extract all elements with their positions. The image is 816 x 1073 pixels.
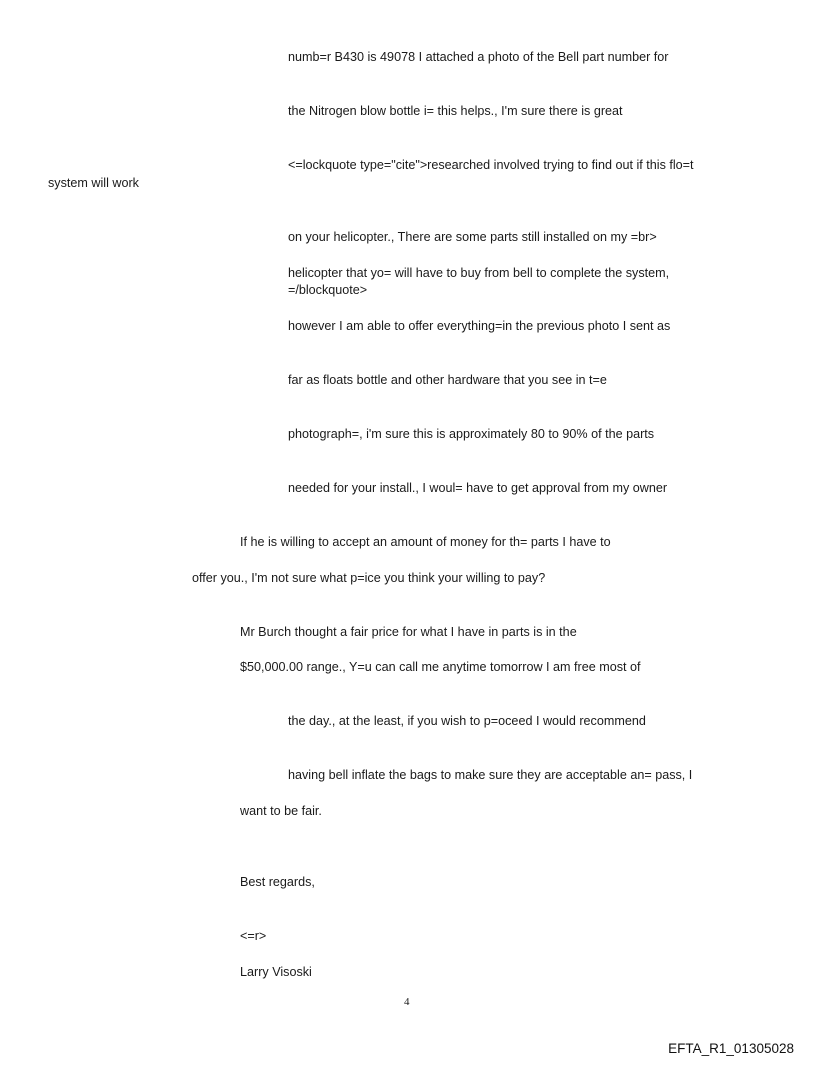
text-line: having bell inflate the bags to make sure they are acceptable an= pass, I <box>288 768 693 782</box>
closing-line: Best regards, <box>240 875 315 889</box>
text-line: helicopter that yo= will have to buy from bell to complete the system, <box>288 266 670 280</box>
text-line: however I am able to offer everything=in the previous photo I sent as <box>288 319 671 333</box>
text-line: the Nitrogen blow bottle i= this helps., I'm sure there is great <box>288 104 623 118</box>
text-line: <=r> <box>240 929 267 943</box>
text-line: the day., at the least, if you wish to p=oceed I would recommend <box>288 714 646 728</box>
text-line: Mr Burch thought a fair price for what I have in parts is in the <box>240 625 577 639</box>
text-line: offer you., I'm not sure what p=ice you think your willing to pay? <box>192 571 546 585</box>
text-line: want to be fair. <box>240 804 322 818</box>
text-line: photograph=, i'm sure this is approximately 80 to 90% of the parts <box>288 427 655 441</box>
page-number: 4 <box>404 996 410 1008</box>
text-line: If he is willing to accept an amount of money for th= parts I have to <box>240 535 611 549</box>
text-line: on your helicopter., There are some parts still installed on my =br> <box>288 230 657 244</box>
text-line: =/blockquote> <box>288 283 368 297</box>
document-id-footer: EFTA_R1_01305028 <box>668 1041 794 1056</box>
signature-name: Larry Visoski <box>240 965 312 979</box>
text-line: <=lockquote type="cite">researched involved trying to find out if this flo=t <box>288 158 694 172</box>
text-line: needed for your install., I woul= have to get approval from my owner <box>288 481 668 495</box>
text-line: $50,000.00 range., Y=u can call me anytime tomorrow I am free most of <box>240 660 641 674</box>
text-line: far as floats bottle and other hardware that you see in t=e <box>288 373 607 387</box>
text-line: numb=r B430 is 49078 I attached a photo of the Bell part number for <box>288 50 669 64</box>
text-line: system will work <box>48 176 139 190</box>
